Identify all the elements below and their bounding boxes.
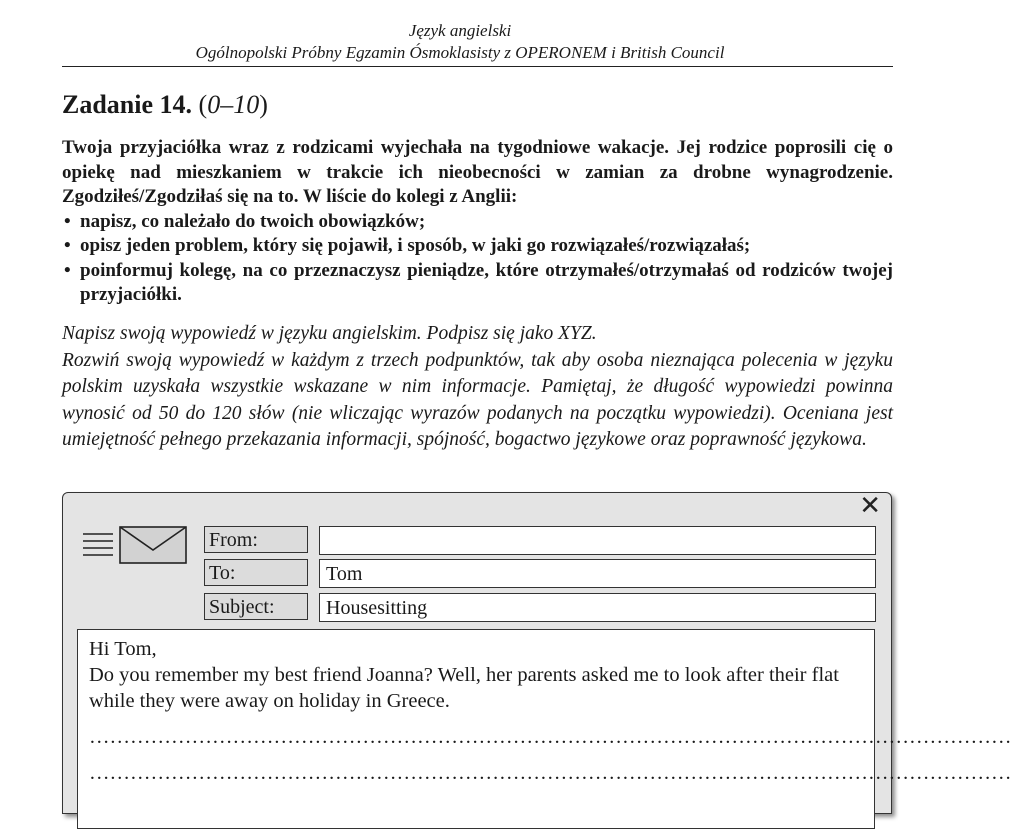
task-description [62, 136, 893, 308]
answer-line[interactable]: ……………………………………………………………………………………………………………………… [89, 726, 1012, 748]
header-subject: Język angielski [408, 21, 512, 40]
task-points: 0–10 [207, 90, 260, 119]
email-greeting: Hi Tom, [89, 638, 157, 660]
task-instructions [62, 321, 893, 454]
from-label: From: [204, 526, 308, 553]
to-field[interactable]: Tom [319, 559, 876, 588]
header-divider [62, 66, 893, 67]
from-field[interactable] [319, 526, 876, 555]
task-title: Zadanie 14. (0–10) [62, 90, 268, 119]
email-window [62, 491, 1012, 814]
envelope-icon [119, 526, 187, 564]
task-number: Zadanie 14. [62, 90, 193, 119]
header-exam-title: Ogólnopolski Próbny Egzamin Ósmoklasisty z OPERONEM i British Council [195, 43, 725, 62]
task-bullet: • poinformuj kolegę, na co przeznaczysz pieniądze, które otrzymałeś/otrzymałaś od rodziców twojej przyjaciółki. [62, 259, 893, 308]
instruction-paragraph: Rozwiń swoją wypowiedź w każdym z trzech podpunktów, tak aby osoba nieznająca polecenia w języku polskim uzyskała wszystkie wskazane w nim informacje. Pamiętaj, że długość wypowiedzi powinna wynosić od 50 do 120 słów (nie wliczając wyrazów podanych na początku wypowiedzi). Oceniana jest umiejętność pełnego przekazania informacji, spójność, bogactwo językowe oraz poprawność językowa. [62, 349, 893, 451]
to-label: To: [204, 559, 308, 586]
task-bullet-list [62, 210, 893, 308]
email-body-text: Do you remember my best friend Joanna? Well, her parents asked me to look after their flat while they were away on holiday in Greece. [89, 664, 839, 712]
task-intro: Twoja przyjaciółka wraz z rodzicami wyjechała na tygodniowe wakacje. Jej rodzice poprosili cię o opiekę nad mieszkaniem w trakcie ich nieobecności w zamian za drobne wynagrodzenie. Zgodziłeś/Zgodziłaś się na to. W liście do kolegi z Anglii: [62, 137, 893, 207]
answer-line[interactable]: ……………………………………………………………………………………………………………………… [89, 762, 1012, 784]
close-icon[interactable]: ✕ [859, 491, 881, 521]
subject-label: Subject: [204, 593, 308, 620]
instruction-line: Napisz swoją wypowiedź w języku angielskim. Podpisz się jako XYZ. [62, 323, 597, 344]
task-bullet: • opisz jeden problem, który się pojawił, i sposób, w jaki go rozwiązałeś/rozwiązałaś; [62, 234, 893, 259]
task-bullet: • napisz, co należało do twoich obowiązków; [62, 210, 893, 235]
menu-icon [82, 531, 114, 559]
email-body[interactable] [77, 629, 1012, 829]
subject-field[interactable]: Housesitting [319, 593, 876, 622]
